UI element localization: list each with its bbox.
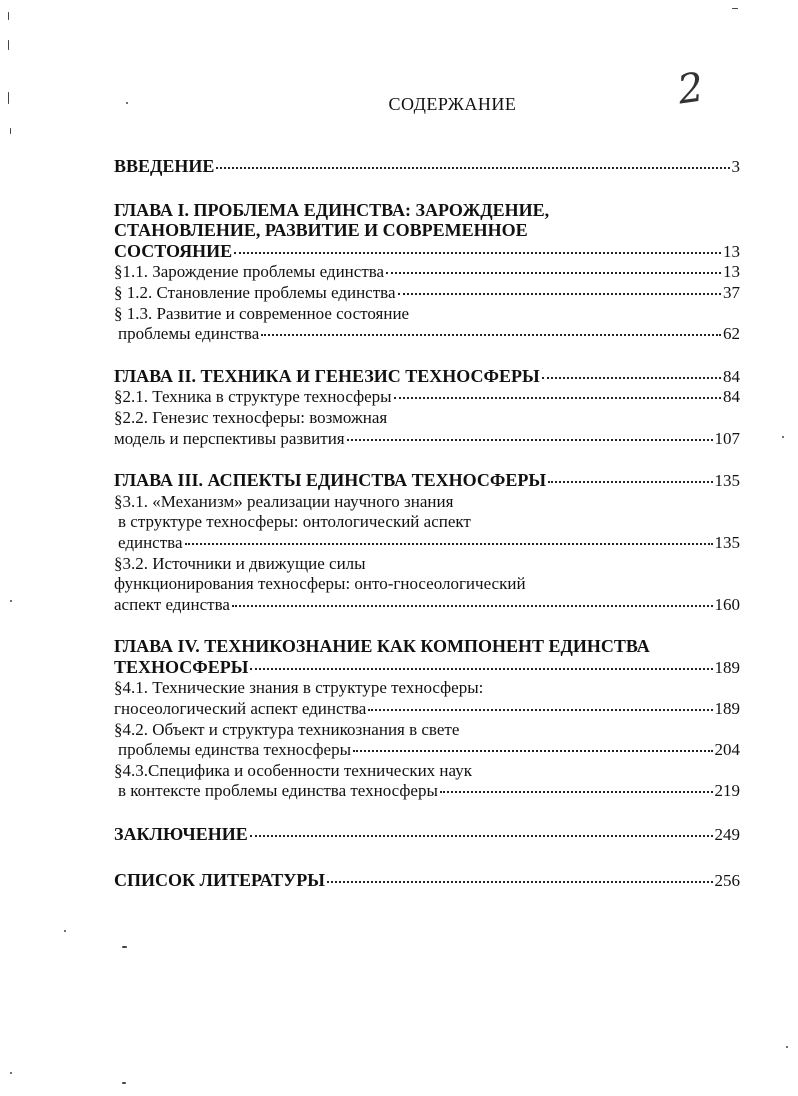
scan-speck: [10, 600, 12, 602]
dot-leader: [232, 605, 713, 607]
toc-entry-label: проблемы единства: [118, 324, 260, 344]
toc-entry-references: [114, 870, 740, 892]
toc-page-number: 13: [723, 241, 740, 261]
toc-entry-label: ГЛАВА III. АСПЕКТЫ ЕДИНСТВА ТЕХНОСФЕРЫ: [114, 470, 547, 491]
toc-entry-label: ВВЕДЕНИЕ: [114, 156, 215, 176]
scan-speck: [64, 930, 66, 932]
toc-chapter-1-line-1: ГЛАВА I. ПРОБЛЕМА ЕДИНСТВА: ЗАРОЖДЕНИЕ,: [114, 199, 550, 220]
dot-leader: [347, 439, 713, 441]
toc-section-2-2: [114, 429, 740, 450]
toc-page-number: 37: [723, 282, 740, 302]
toc-section-3-1-line-1: §3.1. «Механизм» реализации научного знания: [114, 491, 454, 511]
toc-entry-label: §2.1. Техника в структуре техносферы: [114, 387, 392, 407]
toc-page-number: 189: [714, 699, 740, 719]
toc-page-number: 84: [723, 387, 740, 407]
toc-entry-label: § 1.2. Становление проблемы единства: [114, 282, 396, 302]
toc-page-number: 204: [714, 740, 740, 760]
toc-page-number: 256: [714, 870, 740, 890]
toc-section-1-2: [114, 283, 740, 304]
dot-leader: [386, 272, 721, 274]
toc-page-number: 62: [723, 324, 740, 344]
toc-page-number: 84: [723, 366, 740, 386]
scan-speck: [8, 12, 9, 20]
toc-section-1-3: [114, 324, 740, 345]
dot-leader: [216, 167, 729, 169]
toc-entry-label: ЗАКЛЮЧЕНИЕ: [114, 824, 248, 845]
toc-section-4-2: [114, 740, 740, 761]
scan-speck: [126, 102, 128, 104]
scan-speck: [122, 946, 127, 948]
scan-speck: [8, 92, 9, 104]
table-of-contents: [114, 156, 740, 891]
scan-speck: [782, 436, 784, 438]
toc-entry-label: ТЕХНОСФЕРЫ: [114, 656, 249, 677]
scan-speck: [10, 128, 11, 134]
toc-entry-label: §1.1. Зарождение проблемы единства: [114, 262, 385, 282]
toc-page-number: 3: [731, 157, 740, 176]
dot-leader: [542, 377, 721, 379]
toc-chapter-4-line-1: ГЛАВА IV. ТЕХНИКОЗНАНИЕ КАК КОМПОНЕНТ ЕДИНСТВА: [114, 636, 650, 657]
toc-chapter-3: [114, 470, 740, 492]
handwritten-page-number: 2: [674, 64, 707, 114]
toc-page-number: 189: [714, 657, 740, 677]
scan-speck: [732, 8, 738, 9]
toc-entry-label: модель и перспективы развития: [114, 428, 345, 448]
scan-speck: [786, 1046, 788, 1048]
scan-speck: [122, 1082, 126, 1084]
toc-section-3-1-line-2: в структуре техносферы: онтологический аспект: [118, 512, 471, 532]
dot-leader: [353, 750, 712, 752]
toc-chapter-2: [114, 366, 740, 388]
toc-page-number: 219: [714, 781, 740, 801]
toc-page-number: 135: [714, 532, 740, 552]
toc-entry-introduction: [114, 156, 740, 178]
toc-entry-label: единства: [118, 532, 183, 552]
toc-section-1-3-line-1: § 1.3. Развитие и современное состояние: [114, 303, 410, 323]
toc-entry-label: проблемы единства техносферы: [118, 740, 352, 760]
toc-page-number: 160: [714, 594, 740, 614]
dot-leader: [261, 334, 721, 336]
toc-page-number: 107: [714, 428, 740, 448]
toc-section-4-2-line-1: §4.2. Объект и структура техникознания в свете: [114, 719, 460, 739]
dot-leader: [185, 543, 713, 545]
toc-entry-label: СПИСОК ЛИТЕРАТУРЫ: [114, 869, 325, 890]
toc-chapter-1: [114, 241, 740, 263]
dot-leader: [327, 881, 713, 883]
dot-leader: [234, 252, 721, 254]
dot-leader: [394, 397, 721, 399]
toc-section-4-3: [114, 781, 740, 802]
toc-section-2-1: [114, 387, 740, 408]
scan-speck: [10, 1072, 12, 1074]
toc-section-4-3-line-1: §4.3.Специфика и особенности технических наук: [114, 760, 472, 780]
toc-page-number: 249: [714, 825, 740, 845]
toc-entry-conclusion: [114, 824, 740, 846]
dot-leader: [440, 791, 713, 793]
toc-page-number: 13: [723, 262, 740, 282]
toc-entry-label: ГЛАВА II. ТЕХНИКА И ГЕНЕЗИС ТЕХНОСФЕРЫ: [114, 365, 540, 386]
toc-page-number: 135: [714, 471, 740, 491]
toc-entry-label: СОСТОЯНИЕ: [114, 240, 233, 261]
toc-section-2-2-line-1: §2.2. Генезис техносферы: возможная: [114, 407, 388, 427]
toc-entry-label: в контексте проблемы единства техносферы: [118, 781, 438, 801]
toc-section-1-1: [114, 262, 740, 283]
dot-leader: [250, 835, 713, 837]
toc-section-3-1: [114, 533, 740, 554]
dot-leader: [250, 668, 712, 670]
toc-section-3-2: [114, 595, 740, 616]
dot-leader: [368, 709, 712, 711]
toc-section-3-2-line-2: функционирования техносферы: онто-гносеологический: [114, 574, 526, 594]
dot-leader: [548, 481, 712, 483]
page-title: СОДЕРЖАНИЕ: [388, 94, 517, 114]
dot-leader: [398, 293, 722, 295]
toc-chapter-1-line-2: СТАНОВЛЕНИЕ, РАЗВИТИЕ И СОВРЕМЕННОЕ: [114, 220, 528, 241]
toc-section-3-2-line-1: §3.2. Источники и движущие силы: [114, 553, 366, 573]
toc-section-4-1: [114, 699, 740, 720]
toc-entry-label: гносеологический аспект единства: [114, 699, 367, 719]
toc-section-4-1-line-1: §4.1. Технические знания в структуре техносферы:: [114, 678, 484, 698]
toc-entry-label: аспект единства: [114, 594, 230, 614]
toc-chapter-4: [114, 657, 740, 679]
scan-speck: [8, 40, 9, 50]
